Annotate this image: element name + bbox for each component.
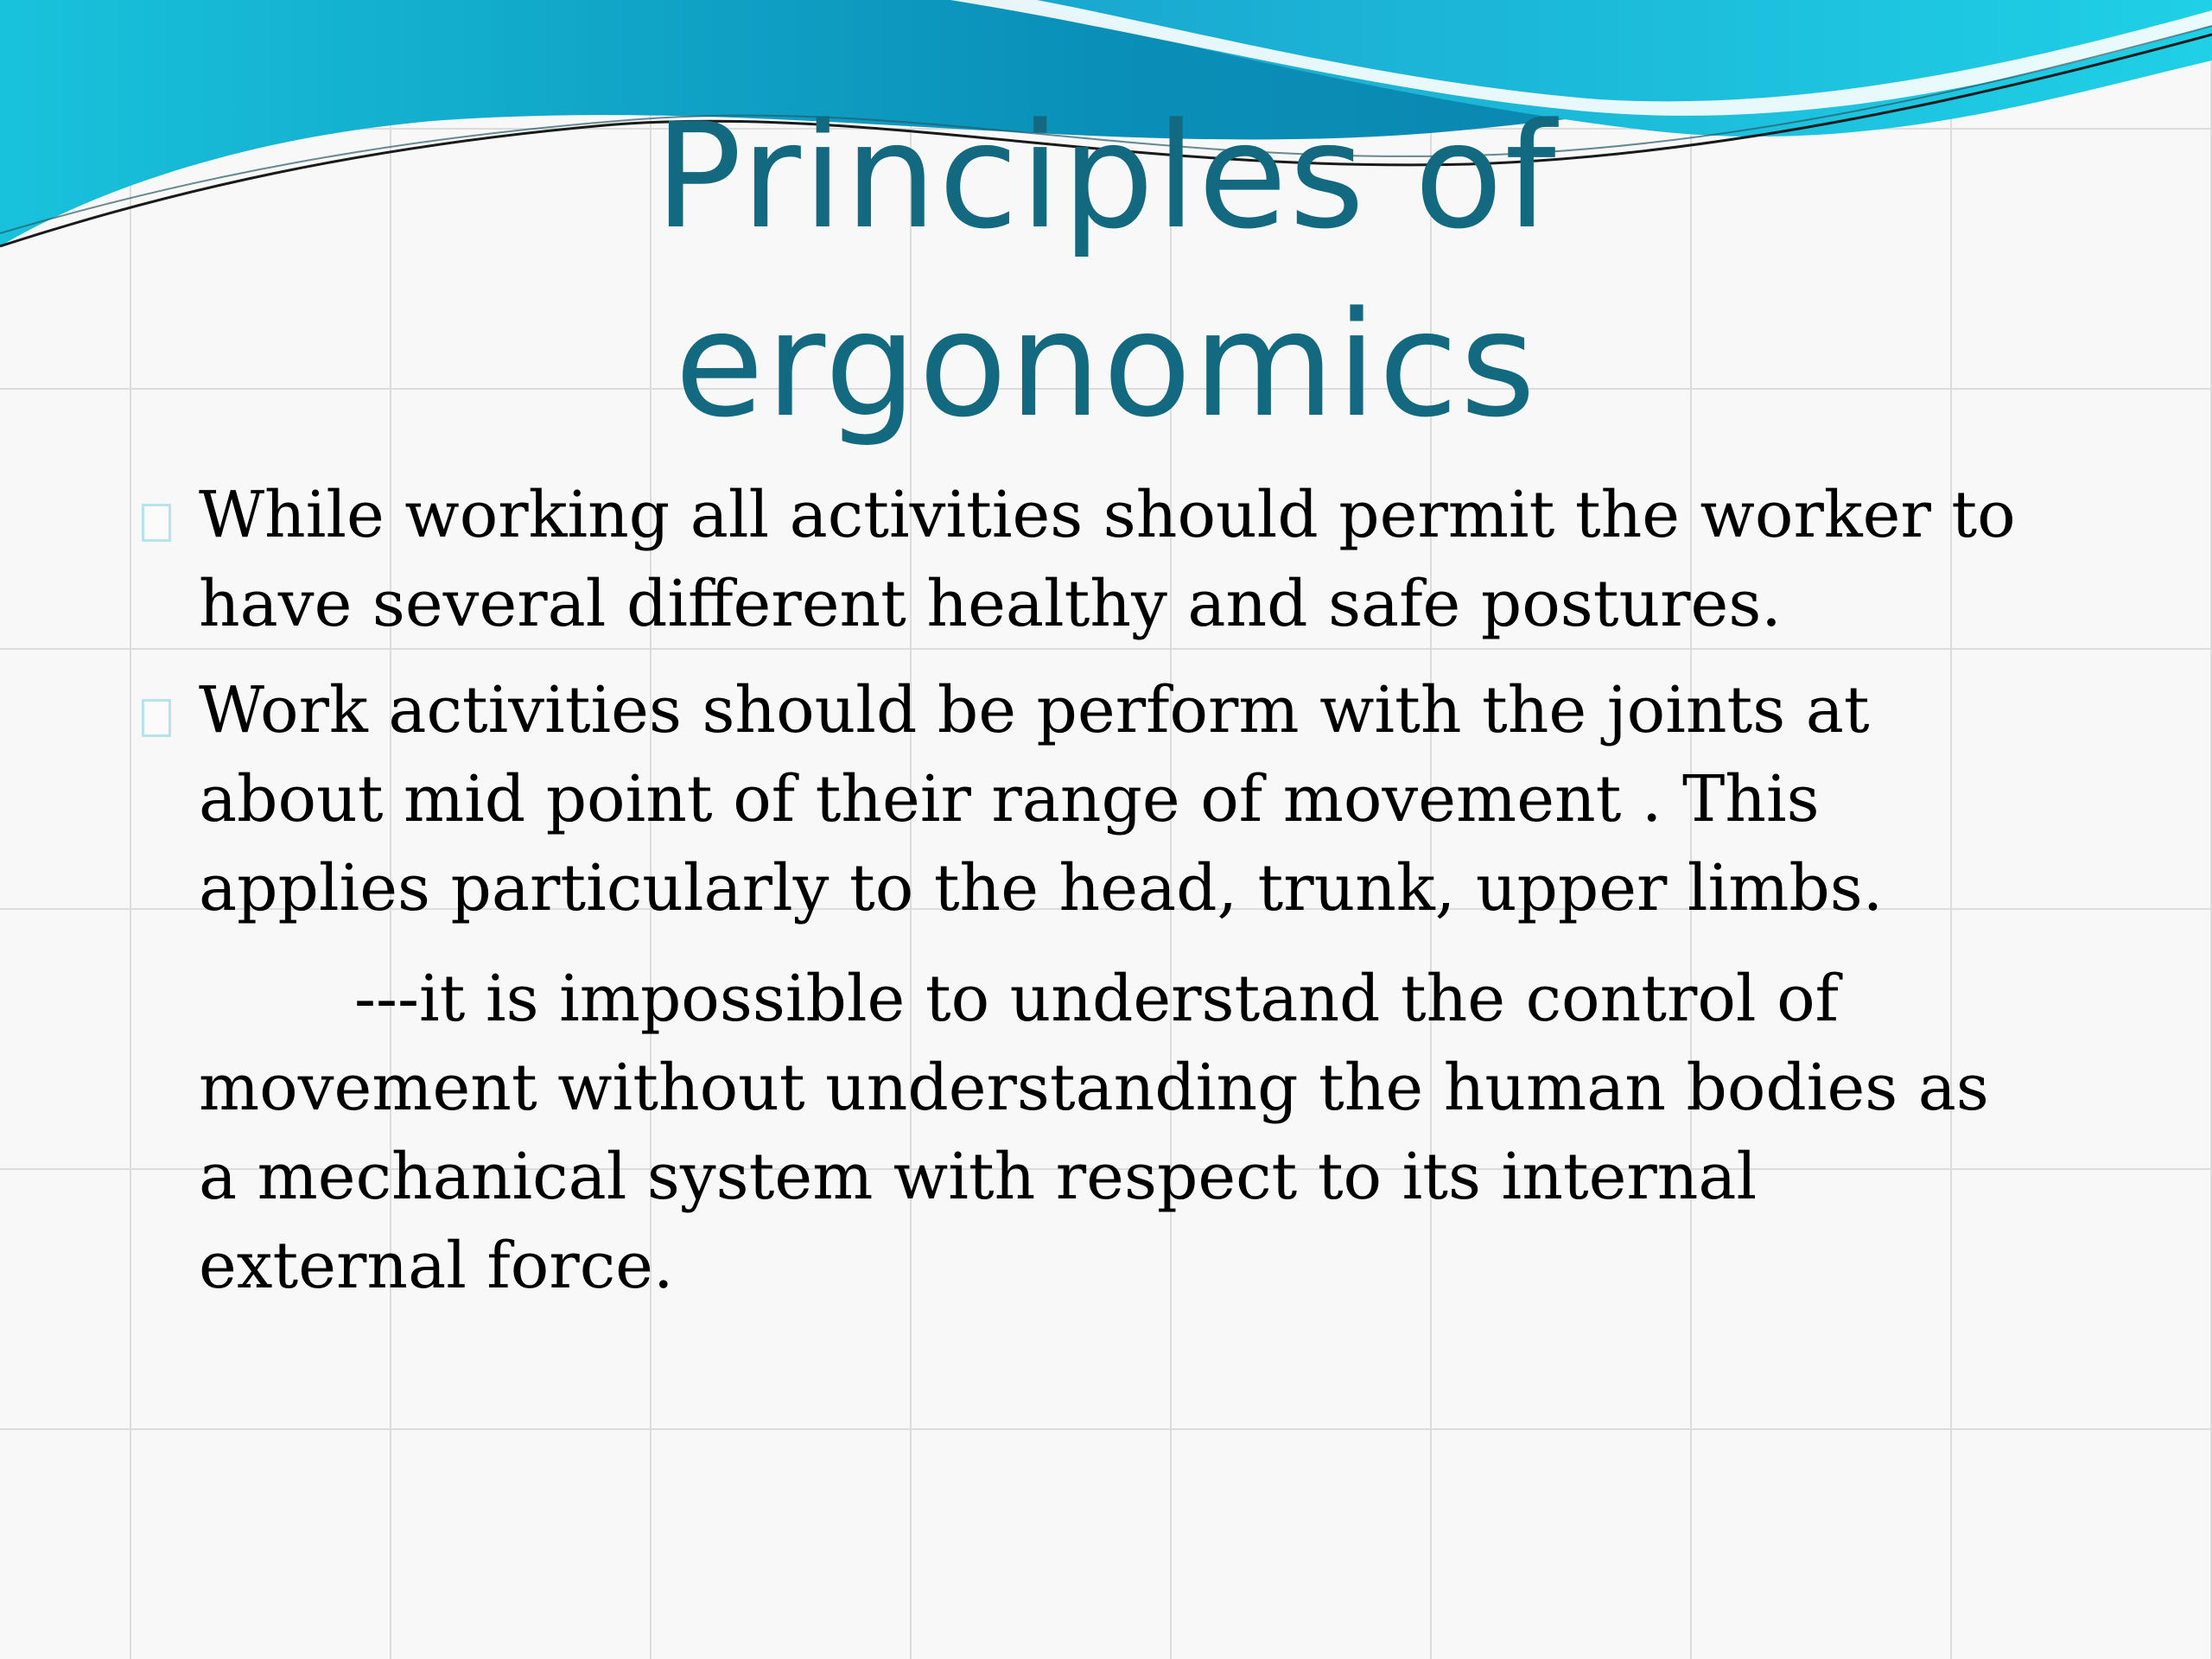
quote-paragraph: ---it is impossible to understand the control of movement without understanding the human bodies as a mechanical system with respect to its internal external force. — [199, 962, 1989, 1303]
bullet-text: While working all activities should permit the worker to have several different healthy and safe postures. — [199, 478, 2016, 641]
slide-title: Principles of ergonomics — [654, 92, 1558, 449]
bullet-text: Work activities should be perform with the joints at about mid point of their range of movement . This applies particularly to the head, trunk, upper limbs. — [199, 673, 1884, 925]
bullet-marker-icon — [142, 504, 171, 542]
bullet-item — [199, 666, 2039, 933]
bullet-marker-icon — [142, 699, 171, 737]
bullet-item — [199, 471, 2039, 649]
